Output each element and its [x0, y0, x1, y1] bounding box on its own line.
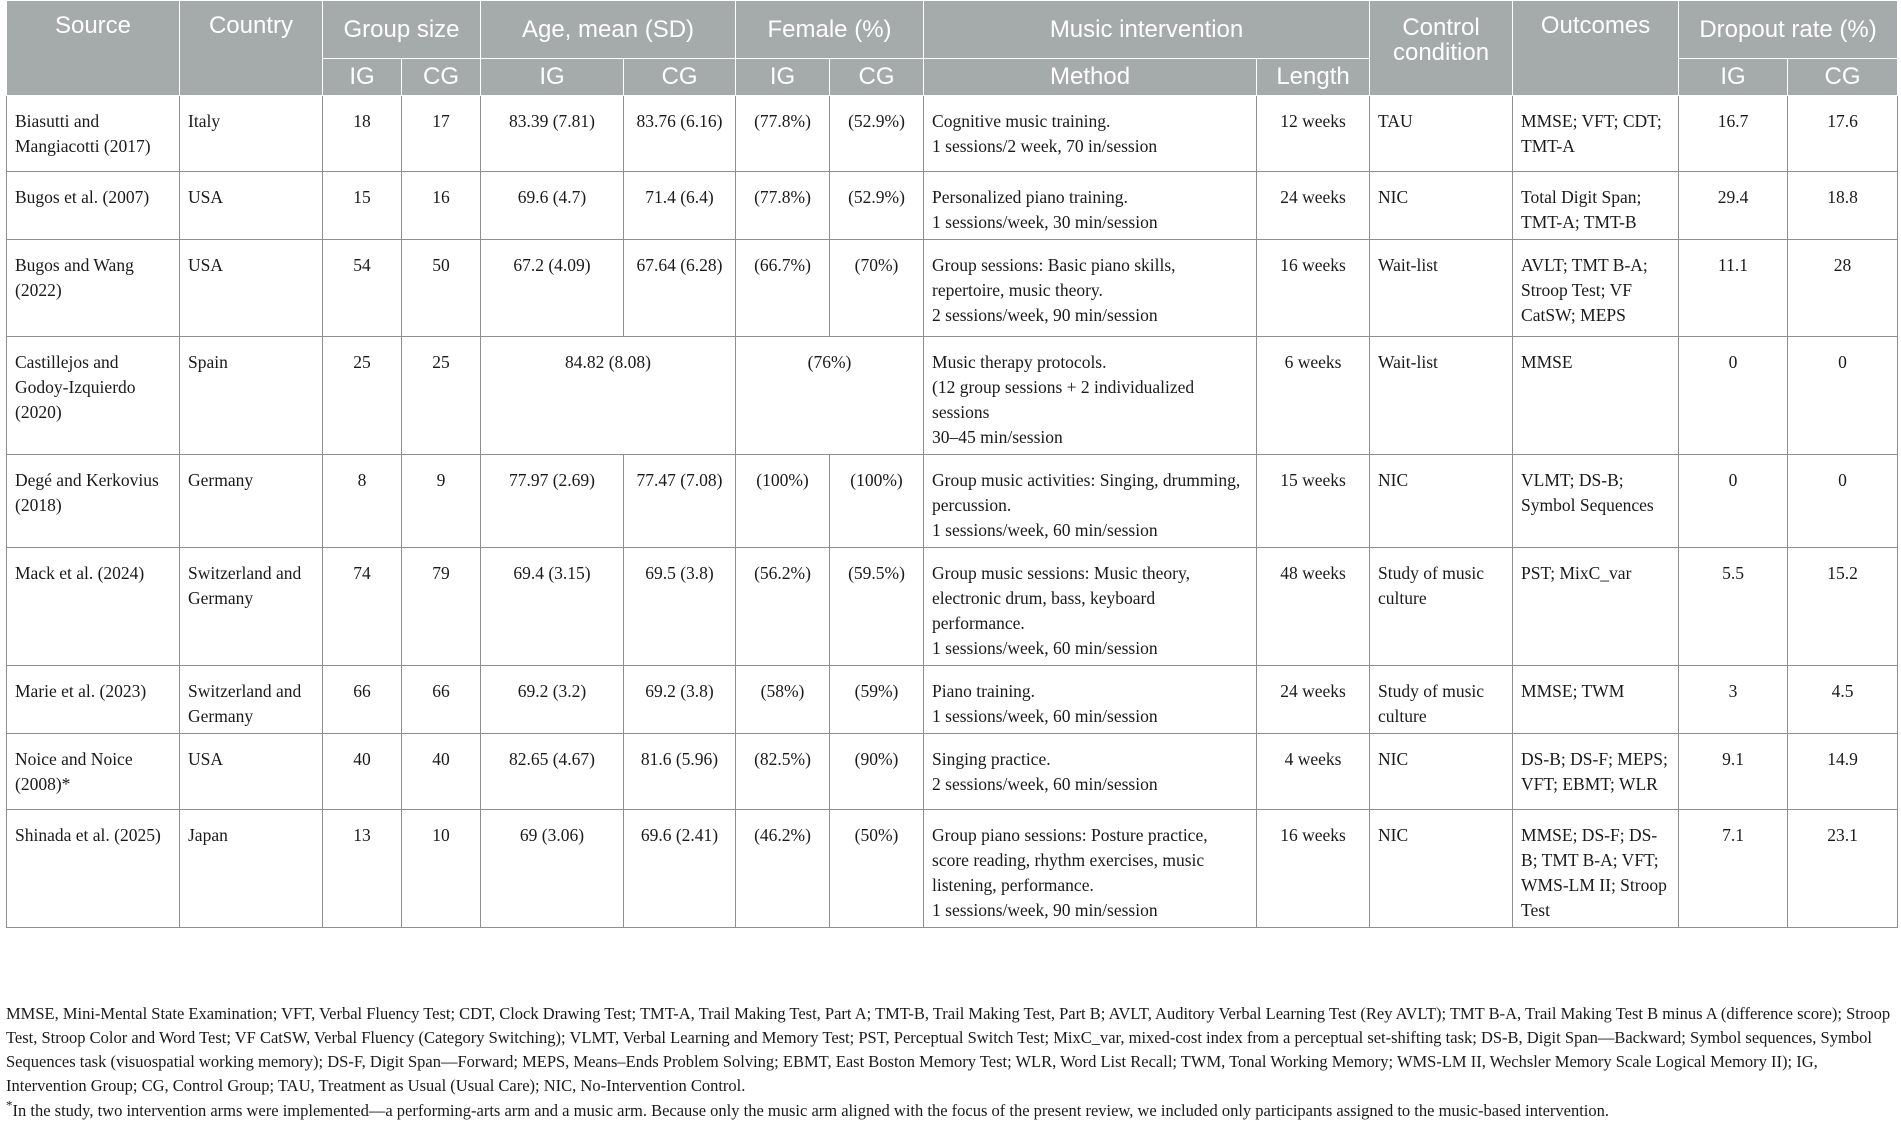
female-ig-cell: (46.2%) — [736, 810, 830, 928]
method-cell: Piano training. 1 sessions/week, 60 min/session — [924, 666, 1257, 734]
group-size-cg-cell: 50 — [402, 240, 481, 337]
dropout-ig-cell: 5.5 — [1679, 548, 1788, 666]
length-cell: 12 weeks — [1257, 96, 1370, 172]
group-size-cg-cell: 40 — [402, 734, 481, 810]
header-country: Country — [180, 1, 323, 96]
header-outcomes: Outcomes — [1513, 1, 1679, 96]
header-dropout: Dropout rate (%) — [1679, 1, 1898, 59]
length-cell: 24 weeks — [1257, 666, 1370, 734]
control-cell: Study of music culture — [1370, 666, 1513, 734]
header-female: Female (%) — [736, 1, 924, 59]
age-ig-cell: 83.39 (7.81) — [481, 96, 624, 172]
group-size-ig-cell: 40 — [323, 734, 402, 810]
country-cell: Japan — [180, 810, 323, 928]
header-size-ig: IG — [323, 59, 402, 96]
table-row — [7, 240, 1898, 337]
header-dropout-ig: IG — [1679, 59, 1788, 96]
female-ig-cell: (66.7%) — [736, 240, 830, 337]
table-row — [7, 548, 1898, 666]
outcomes-cell: MMSE; TWM — [1513, 666, 1679, 734]
female-cg-cell: (59.5%) — [830, 548, 924, 666]
source-text[interactable]: Bugos and Wang (2022) — [15, 255, 134, 300]
female-cg-cell: (59%) — [830, 666, 924, 734]
country-cell: Spain — [180, 337, 323, 455]
group-size-ig-cell: 74 — [323, 548, 402, 666]
outcomes-cell: AVLT; TMT B-A; Stroop Test; VF CatSW; MEPS — [1513, 240, 1679, 337]
header-control-condition: Control condition — [1370, 1, 1513, 96]
control-cell: NIC — [1370, 734, 1513, 810]
country-cell: Italy — [180, 96, 323, 172]
dropout-ig-cell: 7.1 — [1679, 810, 1788, 928]
country-cell: USA — [180, 734, 323, 810]
age-ig-cell: 82.65 (4.67) — [481, 734, 624, 810]
header-source: Source — [7, 1, 180, 96]
control-cell: NIC — [1370, 810, 1513, 928]
country-cell: Switzerland and Germany — [180, 666, 323, 734]
length-cell: 15 weeks — [1257, 455, 1370, 548]
header-female-ig: IG — [736, 59, 830, 96]
group-size-cg-cell: 10 — [402, 810, 481, 928]
outcomes-cell: Total Digit Span; TMT-A; TMT-B — [1513, 172, 1679, 240]
outcomes-cell: VLMT; DS-B; Symbol Sequences — [1513, 455, 1679, 548]
table-row — [7, 96, 1898, 172]
control-cell: Wait-list — [1370, 240, 1513, 337]
header-age-cg: CG — [624, 59, 736, 96]
age-cg-cell: 69.5 (3.8) — [624, 548, 736, 666]
female-ig-cell: (58%) — [736, 666, 830, 734]
method-cell: Group piano sessions: Posture practice, score reading, rhythm exercises, music listening, performance. 1 sessions/week, 90 min/session — [924, 810, 1257, 928]
source-link[interactable] — [7, 172, 180, 240]
header-dropout-cg: CG — [1788, 59, 1898, 96]
female-cg-cell: (50%) — [830, 810, 924, 928]
age-ig-cell: 69.2 (3.2) — [481, 666, 624, 734]
source-text[interactable]: Noice and Noice (2008) — [15, 749, 133, 794]
dropout-cg-cell: 0 — [1788, 455, 1898, 548]
header-group-size: Group size — [323, 1, 481, 59]
group-size-cg-cell: 9 — [402, 455, 481, 548]
dropout-ig-cell: 9.1 — [1679, 734, 1788, 810]
length-cell: 48 weeks — [1257, 548, 1370, 666]
group-size-cg-cell: 25 — [402, 337, 481, 455]
dropout-ig-cell: 0 — [1679, 337, 1788, 455]
female-ig-cell: (77.8%) — [736, 96, 830, 172]
outcomes-cell: DS-B; DS-F; MEPS; VFT; EBMT; WLR — [1513, 734, 1679, 810]
length-cell: 16 weeks — [1257, 240, 1370, 337]
female-combined-cell: (76%) — [736, 337, 924, 455]
group-size-ig-cell: 25 — [323, 337, 402, 455]
age-cg-cell: 83.76 (6.16) — [624, 96, 736, 172]
header-size-cg: CG — [402, 59, 481, 96]
country-cell: Switzerland and Germany — [180, 548, 323, 666]
length-cell: 16 weeks — [1257, 810, 1370, 928]
female-cg-cell: (100%) — [830, 455, 924, 548]
female-ig-cell: (82.5%) — [736, 734, 830, 810]
dropout-cg-cell: 4.5 — [1788, 666, 1898, 734]
group-size-ig-cell: 8 — [323, 455, 402, 548]
dropout-cg-cell: 15.2 — [1788, 548, 1898, 666]
method-cell: Group sessions: Basic piano skills, repertoire, music theory. 2 sessions/week, 90 min/session — [924, 240, 1257, 337]
header-female-cg: CG — [830, 59, 924, 96]
table-row — [7, 666, 1898, 734]
outcomes-cell: MMSE; DS-F; DS-B; TMT B-A; VFT; WMS-LM II; Stroop Test — [1513, 810, 1679, 928]
outcomes-cell: MMSE — [1513, 337, 1679, 455]
source-text[interactable]: Bugos et al. (2007) — [15, 187, 150, 207]
age-cg-cell: 81.6 (5.96) — [624, 734, 736, 810]
source-link[interactable] — [7, 455, 180, 548]
dropout-ig-cell: 3 — [1679, 666, 1788, 734]
group-size-cg-cell: 16 — [402, 172, 481, 240]
control-cell: Study of music culture — [1370, 548, 1513, 666]
age-ig-cell: 69.6 (4.7) — [481, 172, 624, 240]
source-text[interactable]: Shinada et al. (2025) — [15, 825, 161, 845]
female-ig-cell: (77.8%) — [736, 172, 830, 240]
method-cell: Cognitive music training. 1 sessions/2 week, 70 in/session — [924, 96, 1257, 172]
source-link[interactable] — [7, 548, 180, 666]
source-text[interactable]: Degé and Kerkovius (2018) — [15, 470, 159, 515]
source-link[interactable] — [7, 337, 180, 455]
source-text[interactable]: Biasutti and Mangiacotti (2017) — [15, 111, 151, 156]
control-cell: NIC — [1370, 172, 1513, 240]
studies-table — [6, 0, 1898, 928]
group-size-ig-cell: 13 — [323, 810, 402, 928]
method-cell: Music therapy protocols. (12 group sessions + 2 individualized sessions 30–45 min/session — [924, 337, 1257, 455]
outcomes-cell: PST; MixC_var — [1513, 548, 1679, 666]
length-cell: 24 weeks — [1257, 172, 1370, 240]
dropout-cg-cell: 14.9 — [1788, 734, 1898, 810]
table-row — [7, 734, 1898, 810]
female-cg-cell: (90%) — [830, 734, 924, 810]
header-music-intervention: Music intervention — [924, 1, 1370, 59]
age-cg-cell: 77.47 (7.08) — [624, 455, 736, 548]
source-text[interactable]: Mack et al. (2024) — [15, 563, 145, 583]
header-row-1 — [7, 1, 1898, 59]
header-length: Length — [1257, 59, 1370, 96]
method-cell: Singing practice. 2 sessions/week, 60 min/session — [924, 734, 1257, 810]
group-size-ig-cell: 18 — [323, 96, 402, 172]
header-method: Method — [924, 59, 1257, 96]
footnote-mark: * — [6, 1097, 13, 1113]
age-cg-cell: 71.4 (6.4) — [624, 172, 736, 240]
study-footnote — [6, 1099, 1895, 1123]
length-cell: 6 weeks — [1257, 337, 1370, 455]
dropout-cg-cell: 18.8 — [1788, 172, 1898, 240]
control-cell: TAU — [1370, 96, 1513, 172]
age-ig-cell: 77.97 (2.69) — [481, 455, 624, 548]
age-cg-cell: 69.2 (3.8) — [624, 666, 736, 734]
group-size-cg-cell: 66 — [402, 666, 481, 734]
source-text[interactable]: Castillejos and Godoy-Izquierdo (2020) — [15, 352, 136, 422]
control-cell: NIC — [1370, 455, 1513, 548]
source-link[interactable] — [7, 240, 180, 337]
female-ig-cell: (100%) — [736, 455, 830, 548]
source-link[interactable] — [7, 810, 180, 928]
age-ig-cell: 69 (3.06) — [481, 810, 624, 928]
header-age: Age, mean (SD) — [481, 1, 736, 59]
method-cell: Personalized piano training. 1 sessions/week, 30 min/session — [924, 172, 1257, 240]
female-cg-cell: (52.9%) — [830, 96, 924, 172]
dropout-ig-cell: 16.7 — [1679, 96, 1788, 172]
abbreviations-footnote: MMSE, Mini-Mental State Examination; VFT, Verbal Fluency Test; CDT, Clock Drawing Test; TMT-A, Trail Making Test, Part A; TMT-B, Trail Making Test, Part B; AVLT, Auditory Verbal Learning Test (Rey AVLT); TMT B-A, Trail Making Test B minus A (difference score); Stroop Test, Stroop Color and Word Test; VF CatSW, Verbal Fluency (Category Switching); VLMT, Verbal Learning and Memory Test; PST, Perceptual Switch Test; MixC_var, mixed-cost index from a perceptual set-shifting task; DS-B, Digit Span—Backward; Symbol sequences, Symbol Sequences task (visuospatial working memory); DS-F, Digit Span—Forward; MEPS, Means–Ends Problem Solving; EBMT, East Boston Memory Test; WLR, Word List Recall; TWM, Tonal Working Memory; WMS-LM II, Wechsler Memory Scale Logical Memory II); IG, Intervention Group; CG, Control Group; TAU, Treatment as Usual (Usual Care); NIC, No-Intervention Control. — [6, 1004, 1891, 1095]
footnote-text: In the study, two intervention arms were implemented—a performing-arts arm and a music arm. Because only the music arm aligned with the focus of the present review, we included only participants assigned to the music-based intervention. — [12, 1101, 1610, 1120]
age-combined-cell: 84.82 (8.08) — [481, 337, 736, 455]
dropout-cg-cell: 28 — [1788, 240, 1898, 337]
source-link[interactable] — [7, 734, 180, 810]
group-size-ig-cell: 15 — [323, 172, 402, 240]
age-cg-cell: 69.6 (2.41) — [624, 810, 736, 928]
table-row — [7, 337, 1898, 455]
group-size-cg-cell: 17 — [402, 96, 481, 172]
dropout-cg-cell: 0 — [1788, 337, 1898, 455]
country-cell: Germany — [180, 455, 323, 548]
dropout-ig-cell: 11.1 — [1679, 240, 1788, 337]
method-cell: Group music sessions: Music theory, electronic drum, bass, keyboard performance. 1 sessions/week, 60 min/session — [924, 548, 1257, 666]
source-text[interactable]: Marie et al. (2023) — [15, 681, 147, 701]
outcomes-cell: MMSE; VFT; CDT; TMT-A — [1513, 96, 1679, 172]
source-link[interactable] — [7, 96, 180, 172]
female-cg-cell: (70%) — [830, 240, 924, 337]
length-cell: 4 weeks — [1257, 734, 1370, 810]
dropout-ig-cell: 29.4 — [1679, 172, 1788, 240]
group-size-ig-cell: 66 — [323, 666, 402, 734]
female-cg-cell: (52.9%) — [830, 172, 924, 240]
group-size-ig-cell: 54 — [323, 240, 402, 337]
source-footnote-mark: * — [61, 774, 71, 794]
country-cell: USA — [180, 172, 323, 240]
source-link[interactable] — [7, 666, 180, 734]
method-cell: Group music activities: Singing, drumming, percussion. 1 sessions/week, 60 min/session — [924, 455, 1257, 548]
table-row — [7, 810, 1898, 928]
dropout-cg-cell: 17.6 — [1788, 96, 1898, 172]
country-cell: USA — [180, 240, 323, 337]
age-cg-cell: 67.64 (6.28) — [624, 240, 736, 337]
age-ig-cell: 69.4 (3.15) — [481, 548, 624, 666]
dropout-ig-cell: 0 — [1679, 455, 1788, 548]
female-ig-cell: (56.2%) — [736, 548, 830, 666]
header-age-ig: IG — [481, 59, 624, 96]
table-row — [7, 455, 1898, 548]
group-size-cg-cell: 79 — [402, 548, 481, 666]
control-cell: Wait-list — [1370, 337, 1513, 455]
age-ig-cell: 67.2 (4.09) — [481, 240, 624, 337]
table-row — [7, 172, 1898, 240]
dropout-cg-cell: 23.1 — [1788, 810, 1898, 928]
